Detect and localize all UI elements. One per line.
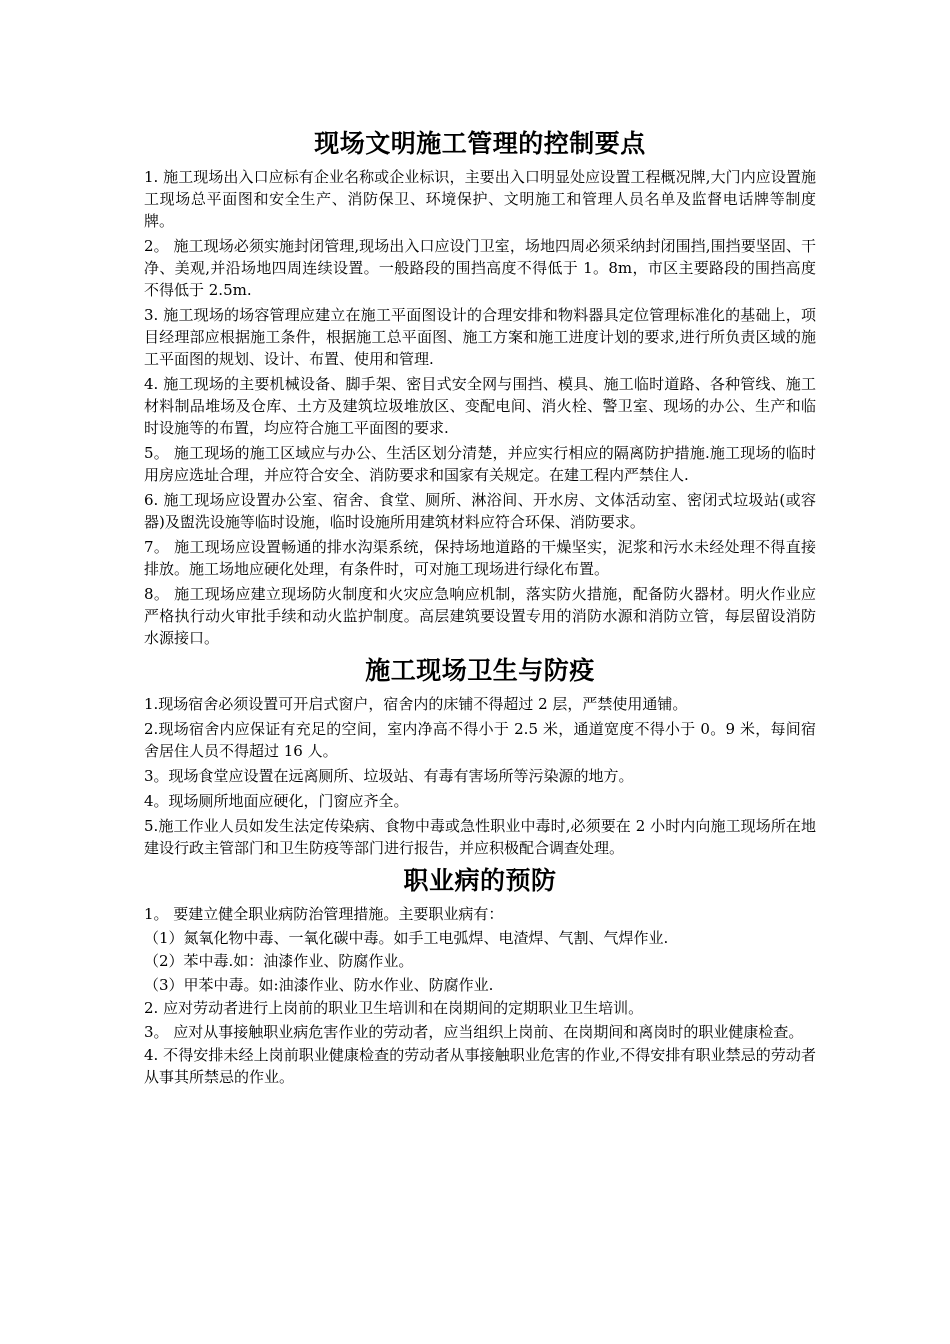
paragraph: 5。 施工现场的施工区域应与办公、生活区划分清楚，并应实行相应的隔离防护措施.施工现场的临时用房应选址合理，并应符合安全、消防要求和国家有关规定。在建工程内严禁住人. bbox=[144, 444, 816, 484]
paragraph: 4. 施工现场的主要机械设备、脚手架、密目式安全网与围挡、模具、施工临时道路、各种管线、施工材料制品堆场及仓库、土方及建筑垃圾堆放区、变配电间、消火栓、警卫室、现场的办公、生产和临时设施等的布置，均应符合施工平面图的要求. bbox=[144, 375, 816, 437]
paragraph: 1。 要建立健全职业病防治管理措施。主要职业病有： bbox=[144, 905, 504, 923]
paragraph: 8。 施工现场应建立现场防火制度和火灾应急响应机制，落实防火措施，配备防火器材。明火作业应严格执行动火审批手续和动火监护制度。高层建筑要设置专用的消防水源和消防立管，每层留设消防水源接口。 bbox=[144, 585, 816, 647]
paragraph: 1. 施工现场出入口应标有企业名称或企业标识，主要出入口明显处应设置工程概况牌,大门内应设置施工现场总平面图和安全生产、消防保卫、环境保护、文明施工和管理人员名单及监督电话牌等制度牌。 bbox=[144, 168, 816, 230]
paragraph: 1.现场宿舍必须设置可开启式窗户，宿舍内的床铺不得超过 2 层，严禁使用通铺。 bbox=[144, 695, 688, 713]
paragraph: 2。 施工现场必须实施封闭管理,现场出入口应设门卫室，场地四周必须采纳封闭围挡,围挡要坚固、干净、美观,并沿场地四周连续设置。一般路段的围挡高度不得低于 1。8m，市区主要路段的围挡高度不得低于 2.5m. bbox=[144, 237, 816, 299]
paragraph: （2）苯中毒.如：油漆作业、防腐作业。 bbox=[144, 952, 414, 970]
paragraph: 4. 不得安排未经上岗前职业健康检查的劳动者从事接触职业危害的作业,不得安排有职业禁忌的劳动者从事其所禁忌的作业。 bbox=[144, 1046, 816, 1086]
document-page bbox=[144, 128, 816, 1090]
section-title-occupational-disease: 职业病的预防 bbox=[403, 866, 557, 895]
section-title-civilized-construction: 现场文明施工管理的控制要点 bbox=[314, 129, 646, 158]
section-title-hygiene-epidemic: 施工现场卫生与防疫 bbox=[365, 656, 595, 685]
paragraph: 3。 应对从事接触职业病危害作业的劳动者，应当组织上岗前、在岗期间和离岗时的职业健康检查。 bbox=[144, 1022, 804, 1041]
paragraph: 3。现场食堂应设置在远离厕所、垃圾站、有毒有害场所等污染源的地方。 bbox=[144, 767, 634, 785]
paragraph: （3）甲苯中毒。如:油漆作业、防水作业、防腐作业. bbox=[144, 975, 494, 994]
paragraph: 2. 应对劳动者进行上岗前的职业卫生培训和在岗期间的定期职业卫生培训。 bbox=[144, 999, 644, 1017]
paragraph: 3. 施工现场的场容管理应建立在施工平面图设计的合理安排和物料器具定位管理标准化的基础上，项目经理部应根据施工条件，根据施工总平面图、施工方案和施工进度计划的要求,进行所负责区域的施工平面图的规划、设计、布置、使用和管理. bbox=[144, 306, 816, 368]
paragraph: 6. 施工现场应设置办公室、宿舍、食堂、厕所、淋浴间、开水房、文体活动室、密闭式垃圾站(或容器)及盥洗设施等临时设施，临时设施所用建筑材料应符合环保、消防要求。 bbox=[144, 491, 816, 531]
paragraph: 2.现场宿舍内应保证有充足的空间，室内净高不得小于 2.5 米，通道宽度不得小于 0。9 米，每间宿舍居住人员不得超过 16 人。 bbox=[144, 720, 816, 760]
paragraph: （1）氮氧化物中毒、一氧化碳中毒。如手工电弧焊、电渣焊、气割、气焊作业. bbox=[144, 928, 669, 947]
paragraph: 5.施工作业人员如发生法定传染病、食物中毒或急性职业中毒时,必须要在 2 小时内向施工现场所在地建设行政主管部门和卫生防疫等部门进行报告，并应积极配合调查处理。 bbox=[144, 817, 816, 857]
paragraph: 4。现场厕所地面应硬化，门窗应齐全。 bbox=[144, 792, 409, 810]
paragraph: 7。 施工现场应设置畅通的排水沟渠系统，保持场地道路的干燥坚实，泥浆和污水未经处理不得直接排放。施工场地应硬化处理，有条件时，可对施工现场进行绿化布置。 bbox=[144, 538, 816, 578]
